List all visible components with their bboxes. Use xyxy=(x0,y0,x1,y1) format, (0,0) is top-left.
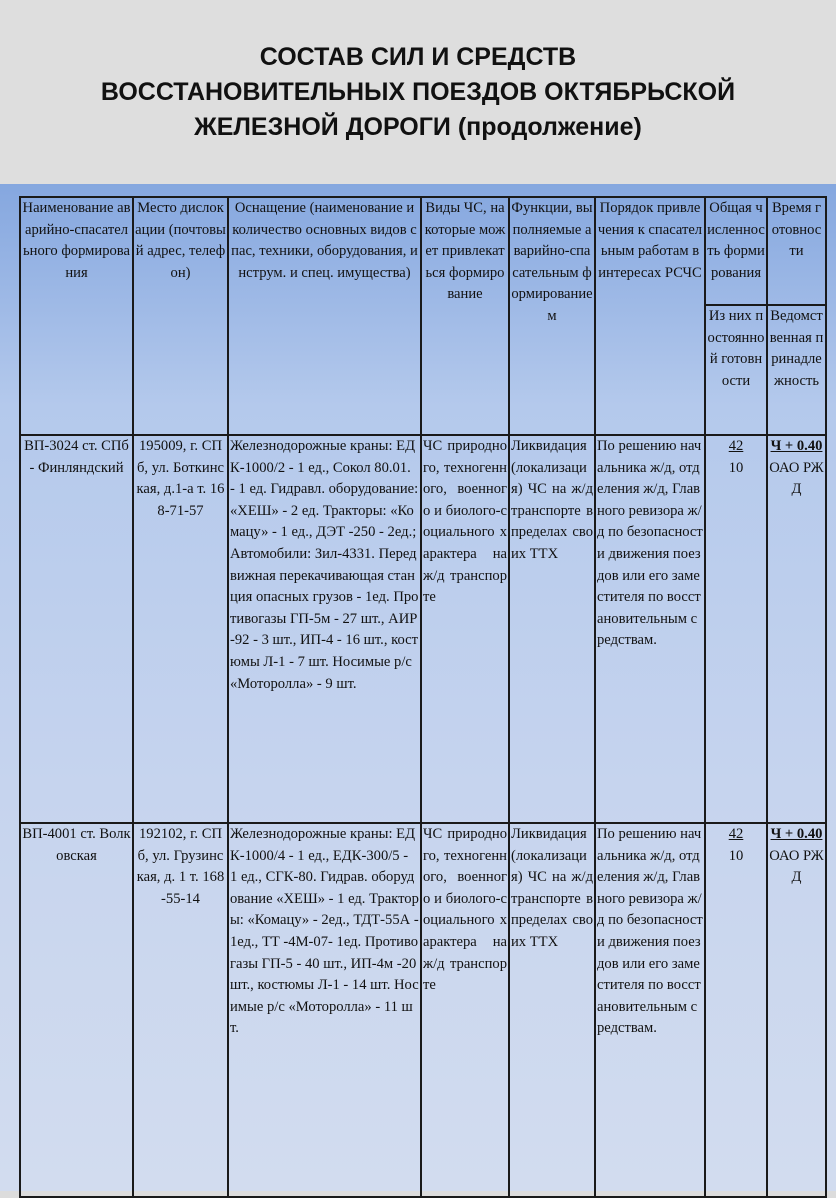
row-total: 42 xyxy=(728,438,744,454)
row-constant: 10 xyxy=(728,847,744,864)
row-location: 192102, г. СПб, ул. Грузинская, д. 1 т. 168-55-14 xyxy=(133,823,228,1197)
title-line-3-main: ЖЕЛЕЗНОЙ ДОРОГИ xyxy=(194,113,458,141)
row-location: 195009, г. СПб, ул. Боткинская, д.1-а т. 168-71-57 xyxy=(133,435,228,823)
table-row xyxy=(20,435,826,823)
row-procedure: По решению начальника ж/д, отделения ж/д, Главного ревизора ж/д по безопасности движения поездов или его заместителя по восстановительным средствам. xyxy=(595,435,705,823)
table-header-row-1 xyxy=(20,197,826,305)
row-readiness xyxy=(767,435,826,823)
row-procedure: По решению начальника ж/д, отделения ж/д, Главного ревизора ж/д по безопасности движения поездов или его заместителя по восстановительным средствам. xyxy=(595,823,705,1197)
header-emergency-types: Виды ЧС, на которые может привлекаться формирование xyxy=(421,197,509,435)
header-total-strength: Общая численность формирования xyxy=(705,197,767,305)
row-functions: Ликвидация (локализация) ЧС на ж/д транспорте в пределах своих ТТХ xyxy=(509,435,595,823)
row-name: ВП-3024 ст. СПб - Финляндский xyxy=(20,435,133,823)
row-emergency-types: ЧС природного, техногенного, военного и биолого-социального характера на ж/д транспорте xyxy=(421,435,509,823)
header-equipment: Оснащение (наименование и количество основных видов спас, техники, оборудования, инструм. и спец. имущества) xyxy=(228,197,421,435)
row-time: Ч + 0.40 xyxy=(770,438,823,454)
row-total: 42 xyxy=(728,826,744,842)
title-line-2: ВОССТАНОВИТЕЛЬНЫХ ПОЕЗДОВ ОКТЯБРЬСКОЙ xyxy=(100,78,736,106)
header-location: Место дислокации (почтовый адрес, телефон) xyxy=(133,197,228,435)
row-emergency-types: ЧС природного, техногенного, военного и биолого-социального характера на ж/д транспорте xyxy=(421,823,509,1197)
header-constant-readiness: Из них постоянной готовности xyxy=(705,305,767,435)
header-functions: Функции, выполняемые аварийно-спасательным формированием xyxy=(509,197,595,435)
row-time: Ч + 0.40 xyxy=(770,826,823,842)
row-equipment: Железнодорожные краны: ЕДК-1000/4 - 1 ед., ЕДК-300/5 - 1 ед., СГК-80. Гидрав. оборудование «ХЕШ» - 1 ед. Тракторы: «Комацу» - 2ед., ТДТ-55А - 1ед., ТТ -4М-07- 1ед. Противогазы ГП-5 - 40 шт., ИП-4м -20 шт., костюмы Л-1 - 14 шт. Носимые р/с «Моторолла» - 11 шт. xyxy=(228,823,421,1197)
slide-header xyxy=(0,0,836,184)
row-constant: 10 xyxy=(728,459,744,476)
row-strength xyxy=(705,823,767,1197)
title-line-3 xyxy=(0,110,836,145)
title-line-3-suffix: (продолжение) xyxy=(457,113,642,141)
row-dept: ОАО РЖД xyxy=(769,847,824,886)
header-name: Наименование аварийно-спасательного формирования xyxy=(20,197,133,435)
header-readiness-time: Время готовности xyxy=(767,197,826,305)
row-name: ВП-4001 ст. Волковская xyxy=(20,823,133,1197)
forces-table xyxy=(19,196,827,1198)
table-row xyxy=(20,823,826,1197)
row-functions: Ликвидация (локализация) ЧС на ж/д транспорте в пределах своих ТТХ xyxy=(509,823,595,1197)
header-procedure: Порядок привлечения к спасательным работам в интересах РСЧС xyxy=(595,197,705,435)
row-dept: ОАО РЖД xyxy=(769,459,824,498)
row-strength xyxy=(705,435,767,823)
row-readiness xyxy=(767,823,826,1197)
page-title xyxy=(0,40,836,145)
title-line-1: СОСТАВ СИЛ И СРЕДСТВ xyxy=(259,43,577,71)
header-subordination: Ведомственная принадлежность xyxy=(767,305,826,435)
row-equipment: Железнодорожные краны: ЕДК-1000/2 - 1 ед., Сокол 80.01. - 1 ед. Гидравл. оборудование: «ХЕШ» - 2 ед. Тракторы: «Комацу» - 1 ед., ДЭТ -250 - 2ед.; Автомобили: Зил-4331. Передвижная перекачивающая станция опасных грузов - 1ед. Противогазы ГП-5м - 27 шт., АИР-92 - 3 шт., ИП-4 - 16 шт., костюмы Л-1 - 7 шт. Носимые р/с «Моторолла» - 9 шт. xyxy=(228,435,421,823)
